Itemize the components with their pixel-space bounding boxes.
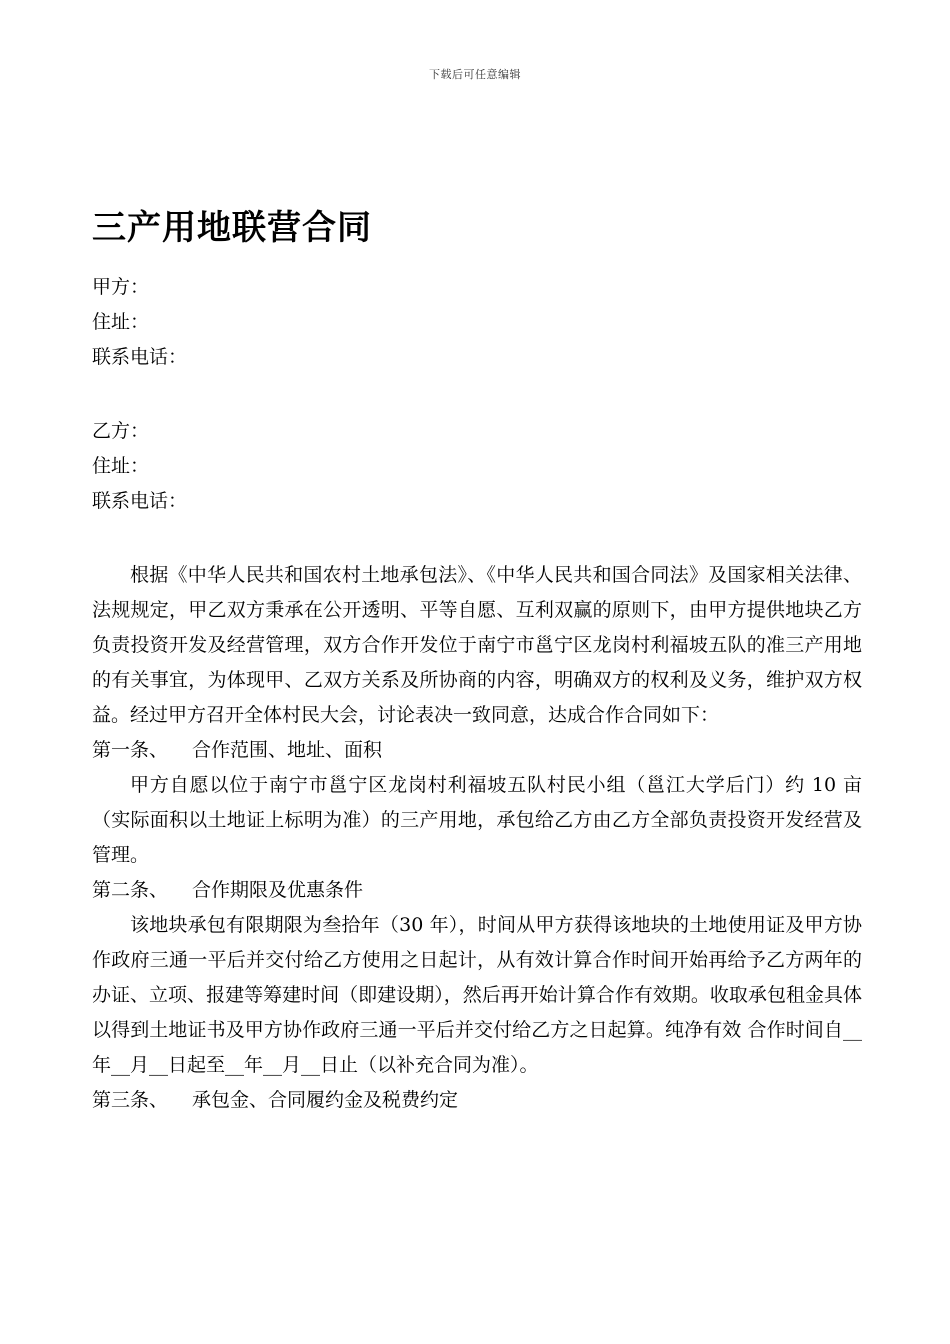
page-header-note: 下载后可任意编辑 [429,68,521,81]
party-b-name-label: 乙方： [92,420,150,442]
party-a-address-label: 住址： [92,311,150,333]
article-2-title: 合作期限及优惠条件 [192,879,364,901]
party-a-phone-label: 联系电话： [92,346,188,368]
party-b-phone-label: 联系电话： [92,490,188,512]
article-2-number: 第二条、 [92,879,169,901]
document-title: 三产用地联营合同 [92,208,372,248]
article-1-text: 甲方自愿以位于南宁市邕宁区龙岗村利福坡五队村民小组（邕江大学后门）约 10 亩（实际面积以土地证上标明为准）的三产用地，承包给乙方由乙方全部负责投资开发经营及管理。 [92,774,862,866]
article-1-number: 第一条、 [92,739,169,761]
article-2-text: 该地块承包有限期限为叁拾年（30 年），时间从甲方获得该地块的土地使用证及甲方协作政府三通一平后并交付给乙方使用之日起计，从有效计算合作时间开始再给予乙方两年的办证、立项、报建等筹建时间（即建设期），然后再开始计算合作有效期。收取承包租金具体以得到土地证书及甲方协作政府三通一平后并交付给乙方之日起算。纯净有效 合作时间自__年__月__日起至__年__月__日止（以补充合同为准）。 [92,914,862,1076]
article-1-heading [92,733,862,768]
party-b-block [92,414,187,519]
party-a-block [92,270,187,375]
article-2-heading [92,873,862,908]
party-b-address-label: 住址： [92,455,150,477]
article-3-number: 第三条、 [92,1089,169,1111]
preamble-paragraph: 根据《中华人民共和国农村土地承包法》、《中华人民共和国合同法》及国家相关法律、法规规定，甲乙双方秉承在公开透明、平等自愿、互利双赢的原则下，由甲方提供地块乙方负责投资开发及经营管理，双方合作开发位于南宁市邕宁区龙岗村利福坡五队的准三产用地的有关事宜，为体现甲、乙双方关系及所协商的内容，明确双方的权利及义务，维护双方权益。经过甲方召开全体村民大会，讨论表决一致同意，达成合作合同如下： [92,564,862,726]
contract-body [92,558,862,1118]
article-3-title: 承包金、合同履约金及税费约定 [192,1089,459,1111]
article-3-heading [92,1083,862,1118]
party-a-name-label: 甲方： [92,276,150,298]
article-1-title: 合作范围、地址、面积 [192,739,383,761]
